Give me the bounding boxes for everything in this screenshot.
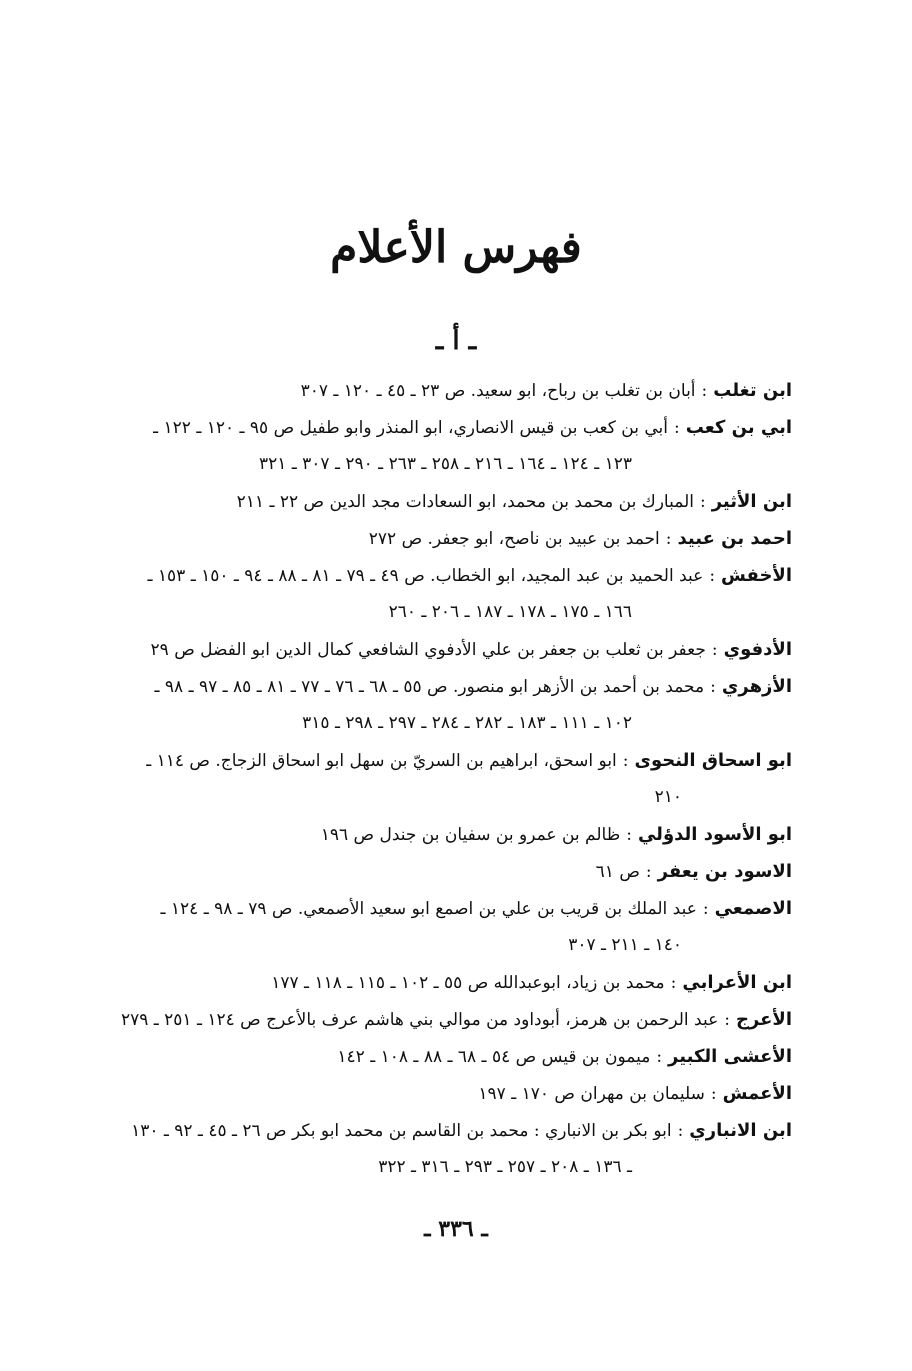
entry-text: جعفر بن ثعلب بن جعفر بن علي الأدفوي الشافعي كمال الدين ابو الفضل ص ٢٩: [150, 640, 706, 660]
entry-text: احمد بن عبيد بن ناصح، ابو جعفر. ص ٢٧٢: [368, 529, 660, 549]
entry-separator: :: [622, 751, 629, 771]
entry-separator: :: [665, 529, 672, 549]
entry-name: ابو اسحاق النحوى: [634, 750, 792, 771]
index-entry: [112, 890, 792, 964]
entry-separator: :: [626, 825, 632, 845]
entry-separator: :: [710, 677, 716, 697]
index-entry: [112, 520, 792, 557]
entry-text: ١٢٣ ـ ١٢٤ ـ ١٦٤ ـ ٢١٦ ـ ٢٥٨ ـ ٢٦٣ ـ ٢٩٠ ـ ٣٠٧ ـ ٣٢١: [258, 454, 632, 474]
page-title: فهرس الأعلام: [330, 222, 582, 273]
entry-line: [112, 372, 792, 409]
entry-text: ١٠٢ ـ ١١١ ـ ١٨٣ ـ ٢٨٢ ـ ٢٨٤ ـ ٢٩٧ ـ ٢٩٨ ـ ٣١٥: [302, 713, 632, 733]
entry-text: أبي بن كعب بن قيس الانصاري، ابو المنذر وابو طفيل ص ٩٥ ـ ١٢٠ ـ ١٢٢ ـ: [153, 418, 668, 438]
index-entry: [112, 409, 792, 483]
entry-separator: :: [711, 640, 718, 660]
entry-name: ابن الانباري: [689, 1120, 792, 1141]
entry-line: [112, 409, 792, 446]
entry-text: سليمان بن مهران ص ١٧٠ ـ ١٩٧: [478, 1084, 705, 1104]
entry-line: [112, 520, 792, 557]
entry-name: الأعرج: [735, 1009, 792, 1030]
entry-name: ابي بن كعب: [685, 417, 792, 438]
entry-line: [112, 964, 792, 1001]
entry-separator: :: [702, 899, 709, 919]
entry-name: الاسود بن يعفر: [657, 861, 792, 882]
entry-separator: :: [645, 862, 652, 882]
entry-separator: :: [699, 492, 706, 512]
index-entry: [112, 668, 792, 742]
entry-name: الأعمش: [722, 1083, 792, 1104]
entry-text: عبد الحميد بن عبد المجيد، ابو الخطاب. ص ٤٩ ـ ٧٩ ـ ٨١ ـ ٨٨ ـ ٩٤ ـ ١٥٠ ـ ١٥٣ ـ: [147, 566, 704, 586]
index-entry: [112, 1075, 792, 1112]
entry-name: الأعشى الكبير: [668, 1046, 792, 1067]
entry-text: ميمون بن قيس ص ٥٤ ـ ٦٨ ـ ٨٨ ـ ١٠٨ ـ ١٤٢: [337, 1047, 651, 1067]
index-entry: [112, 631, 792, 668]
entry-separator: :: [670, 973, 677, 993]
entry-line: [112, 890, 792, 927]
entry-continuation-line: [112, 705, 792, 742]
entry-name: ابو الأسود الدؤلي: [637, 824, 792, 845]
entry-text: ٢١٠: [654, 787, 682, 807]
entry-continuation-line: [112, 446, 792, 483]
entry-line: [112, 853, 792, 890]
entry-text: ١٤٠ ـ ٢١١ ـ ٣٠٧: [568, 935, 682, 955]
entry-separator: :: [673, 418, 680, 438]
entry-separator: :: [701, 381, 708, 401]
entry-name: احمد بن عبيد: [677, 528, 792, 549]
index-entry: [112, 1038, 792, 1075]
entry-name: الأخفش: [721, 565, 792, 586]
entry-line: [112, 631, 792, 668]
entry-continuation-line: [112, 927, 792, 964]
entry-text: محمد بن أحمد بن الأزهر ابو منصور. ص ٥٥ ـ ٦٨ ـ ٧٦ ـ ٧٧ ـ ٨١ ـ ٨٥ ـ ٩٧ ـ ٩٨ ـ: [154, 677, 705, 697]
entry-text: ابو اسحق، ابراهيم بن السريّ بن سهل ابو اسحاق الزجاج. ص ١١٤ ـ: [146, 751, 617, 771]
entry-text: ـ ١٣٦ ـ ٢٠٨ ـ ٢٥٧ ـ ٢٩٣ ـ ٣١٦ ـ ٣٢٢: [378, 1157, 632, 1177]
entry-text: ١٦٦ ـ ١٧٥ ـ ١٧٨ ـ ١٨٧ ـ ٢٠٦ ـ ٢٦٠: [388, 602, 632, 622]
entry-text: أبان بن تغلب بن رباح، ابو سعيد. ص ٢٣ ـ ٤٥ ـ ١٢٠ ـ ٣٠٧: [300, 381, 696, 401]
entry-line: [112, 742, 792, 779]
entry-continuation-line: [112, 594, 792, 631]
entry-name: ابن الأثير: [711, 491, 792, 512]
entry-line: [112, 557, 792, 594]
entry-name: ابن تغلب: [713, 380, 792, 401]
index-entry: [112, 1001, 792, 1038]
entry-line: [112, 483, 792, 520]
entry-separator: :: [710, 1084, 717, 1104]
entry-separator: :: [709, 566, 716, 586]
entry-line: [112, 1075, 792, 1112]
section-letter-heading: ـ أ ـ: [435, 326, 477, 356]
entry-line: [112, 1038, 792, 1075]
index-entry: [112, 372, 792, 409]
entry-line: [112, 1112, 792, 1149]
index-entry: [112, 742, 792, 816]
entry-text: ظالم بن عمرو بن سفيان بن جندل ص ١٩٦: [320, 825, 621, 845]
index-entry: [112, 1112, 792, 1186]
entry-text: محمد بن زياد، ابوعبدالله ص ٥٥ ـ ١٠٢ ـ ١١٥ ـ ١١٨ ـ ١٧٧: [271, 973, 665, 993]
page-number: ـ ٣٣٦ ـ: [424, 1216, 488, 1242]
entry-continuation-line: [112, 1149, 792, 1186]
entry-separator: :: [656, 1047, 663, 1067]
entry-line: [112, 816, 792, 853]
entry-separator: :: [724, 1010, 730, 1030]
entry-name: ابن الأعرابي: [682, 972, 792, 993]
index-entry: [112, 483, 792, 520]
entry-name: الاصمعي: [714, 898, 792, 919]
index-entry: [112, 853, 792, 890]
entry-line: [112, 1001, 792, 1038]
entry-name: الأدفوي: [723, 639, 792, 660]
entry-text: المبارك بن محمد بن محمد، ابو السعادات مجد الدين ص ٢٢ ـ ٢١١: [236, 492, 694, 512]
entry-separator: :: [677, 1121, 684, 1141]
index-entry: [112, 816, 792, 853]
index-entries: [112, 372, 792, 1186]
index-entry: [112, 964, 792, 1001]
entry-text: ص ٦١: [595, 862, 640, 882]
entry-text: عبد الملك بن قريب بن علي بن اصمع ابو سعيد الأصمعي. ص ٧٩ ـ ٩٨ ـ ١٢٤ ـ: [160, 899, 697, 919]
entry-name: الأزهري: [721, 676, 792, 697]
entry-text: ابو بكر بن الانباري : محمد بن القاسم بن محمد ابو بكر ص ٢٦ ـ ٤٥ ـ ٩٢ ـ ١٣٠: [131, 1121, 672, 1141]
entry-line: [112, 668, 792, 705]
entry-text: عبد الرحمن بن هرمز، أبوداود من موالي بني هاشم عرف بالأعرج ص ١٢٤ ـ ٢٥١ ـ ٢٧٩: [120, 1010, 719, 1030]
index-entry: [112, 557, 792, 631]
entry-continuation-line: [112, 779, 792, 816]
